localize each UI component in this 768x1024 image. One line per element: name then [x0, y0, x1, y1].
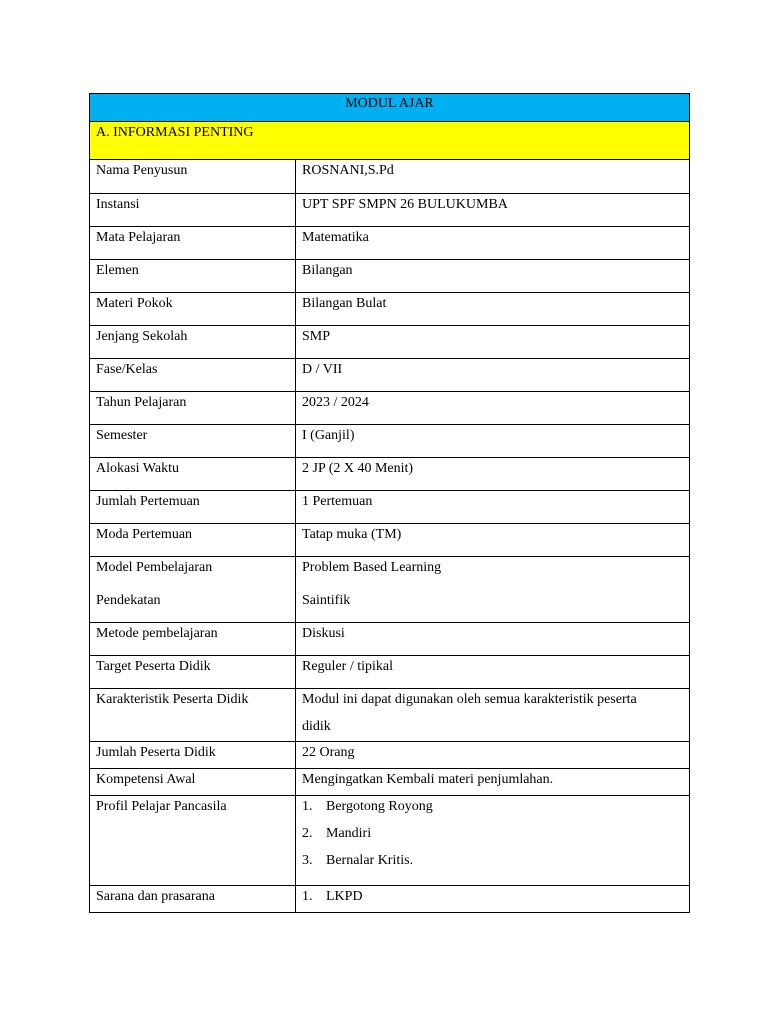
- list-item: [302, 825, 683, 843]
- table-row: [89, 742, 690, 769]
- list-text: Bergotong Royong: [326, 799, 433, 814]
- profil-list: [302, 798, 683, 870]
- model-value: Problem Based Learning: [302, 560, 442, 575]
- row-label: Tahun Pelajaran: [90, 392, 296, 424]
- row-value: 2023 / 2024: [302, 395, 369, 410]
- document-title: MODUL AJAR: [90, 94, 689, 121]
- list-text: Bernalar Kritis.: [326, 853, 414, 868]
- section-heading: A. INFORMASI PENTING: [90, 122, 689, 159]
- karakteristik-line-2: didik: [302, 719, 331, 734]
- list-number: 1.: [302, 889, 313, 904]
- document-table: [89, 93, 690, 913]
- list-item: [302, 888, 683, 906]
- row-value: Matematika: [302, 230, 369, 245]
- list-number: 1.: [302, 799, 313, 814]
- row-label: Jenjang Sekolah: [90, 326, 296, 358]
- karakteristik-line-1: Modul ini dapat digunakan oleh semua karakteristik peserta: [302, 692, 637, 707]
- row-label: Jumlah Peserta Didik: [90, 742, 296, 768]
- title-row: [89, 93, 690, 122]
- list-number: 2.: [302, 826, 313, 841]
- row-value: D / VII: [302, 362, 343, 377]
- row-label: Fase/Kelas: [90, 359, 296, 391]
- table-row: [89, 392, 690, 425]
- model-label: Model Pembelajaran: [96, 560, 213, 575]
- row-label: Metode pembelajaran: [90, 623, 296, 655]
- row-label: Nama Penyusun: [90, 160, 296, 193]
- sarana-list: [302, 888, 683, 906]
- list-number: 3.: [302, 853, 313, 868]
- model-row: [89, 557, 690, 623]
- table-row: [89, 227, 690, 260]
- row-value: Bilangan: [302, 263, 353, 278]
- row-label: Materi Pokok: [90, 293, 296, 325]
- row-label: Profil Pelajar Pancasila: [90, 796, 296, 885]
- row-label: Jumlah Pertemuan: [90, 491, 296, 523]
- table-row: [89, 326, 690, 359]
- row-label: Elemen: [90, 260, 296, 292]
- row-value: ROSNANI,S.Pd: [302, 163, 394, 178]
- approach-value: Saintifik: [302, 593, 351, 608]
- row-label: Sarana dan prasarana: [90, 886, 296, 912]
- row-label: Instansi: [90, 194, 296, 226]
- row-label: Karakteristik Peserta Didik: [90, 689, 296, 741]
- table-row: [89, 656, 690, 689]
- karakteristik-row: [89, 689, 690, 742]
- table-row: [89, 491, 690, 524]
- table-row: [89, 359, 690, 392]
- row-value: 1 Pertemuan: [302, 494, 373, 509]
- table-row: [89, 769, 690, 796]
- list-text: LKPD: [326, 889, 363, 904]
- row-label: Alokasi Waktu: [90, 458, 296, 490]
- row-value: 2 JP (2 X 40 Menit): [302, 461, 414, 476]
- approach-label: Pendekatan: [96, 593, 161, 608]
- row-value: Mengingatkan Kembali materi penjumlahan.: [302, 772, 554, 787]
- row-value: UPT SPF SMPN 26 BULUKUMBA: [302, 197, 508, 212]
- row-value: Tatap muka (TM): [302, 527, 402, 542]
- row-value: Reguler / tipikal: [302, 659, 393, 674]
- row-value: I (Ganjil): [302, 428, 355, 443]
- row-label: Target Peserta Didik: [90, 656, 296, 688]
- table-row: [89, 160, 690, 194]
- row-label: Moda Pertemuan: [90, 524, 296, 556]
- list-item: [302, 798, 683, 816]
- row-value: SMP: [302, 329, 331, 344]
- sarana-row: [89, 886, 690, 913]
- row-value: Bilangan Bulat: [302, 296, 387, 311]
- row-label: Semester: [90, 425, 296, 457]
- table-row: [89, 260, 690, 293]
- row-value: [296, 886, 689, 912]
- row-label: [90, 557, 296, 622]
- table-row: [89, 524, 690, 557]
- row-label: Mata Pelajaran: [90, 227, 296, 259]
- table-row: [89, 623, 690, 656]
- table-row: [89, 425, 690, 458]
- row-value: [296, 689, 689, 741]
- table-row: [89, 194, 690, 227]
- row-value: [296, 796, 689, 885]
- list-item: [302, 852, 683, 870]
- row-label: Kompetensi Awal: [90, 769, 296, 795]
- list-text: Mandiri: [326, 826, 372, 841]
- row-value: [296, 557, 689, 622]
- row-value: 22 Orang: [302, 745, 355, 760]
- table-row: [89, 293, 690, 326]
- profil-row: [89, 796, 690, 886]
- row-value: Diskusi: [302, 626, 345, 641]
- section-row: [89, 122, 690, 160]
- table-row: [89, 458, 690, 491]
